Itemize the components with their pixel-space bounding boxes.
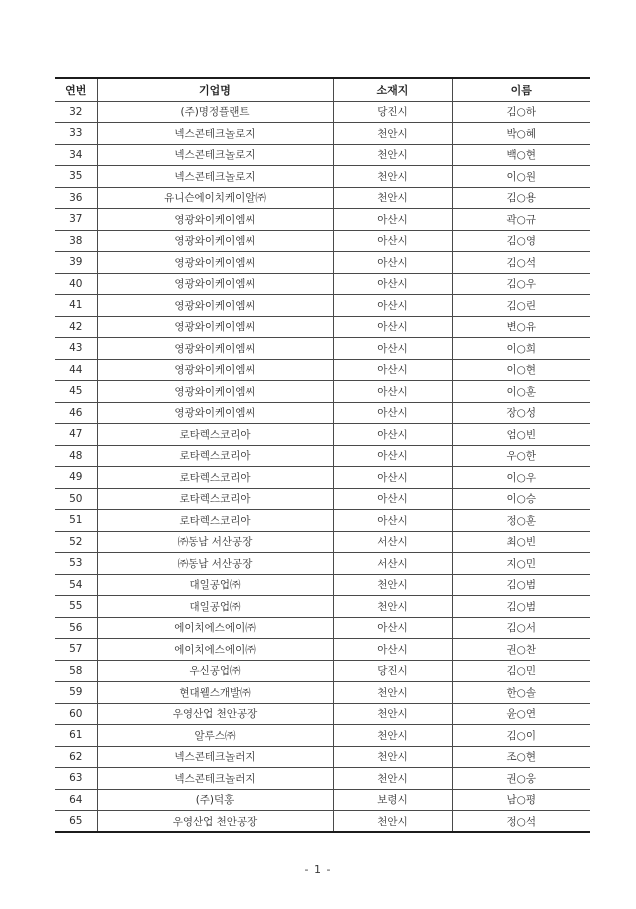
cell-company: 영광와이케이엠씨 [97, 359, 333, 381]
cell-name: 김○린 [452, 295, 590, 317]
cell-serial: 64 [55, 789, 97, 811]
cell-location: 서산시 [333, 553, 452, 575]
table-row [55, 166, 590, 188]
cell-serial: 48 [55, 445, 97, 467]
cell-serial: 42 [55, 316, 97, 338]
table-row [55, 295, 590, 317]
cell-location: 아산시 [333, 488, 452, 510]
cell-company: 에이치에스에이㈜ [97, 639, 333, 661]
table-row [55, 144, 590, 166]
cell-company: 유니슨에이치케이알㈜ [97, 187, 333, 209]
table-row [55, 338, 590, 360]
cell-company: 영광와이케이엠씨 [97, 295, 333, 317]
cell-company: 넥스콘테크놀로지 [97, 144, 333, 166]
cell-location: 천안시 [333, 811, 452, 833]
cell-company: ㈜동남 서산공장 [97, 531, 333, 553]
cell-serial: 47 [55, 424, 97, 446]
cell-company: 로타렉스코리아 [97, 488, 333, 510]
cell-location: 아산시 [333, 467, 452, 489]
table-row [55, 402, 590, 424]
table-row [55, 209, 590, 231]
cell-location: 아산시 [333, 381, 452, 403]
cell-location: 아산시 [333, 209, 452, 231]
cell-name: 지○민 [452, 553, 590, 575]
cell-serial: 51 [55, 510, 97, 532]
cell-serial: 43 [55, 338, 97, 360]
table-row [55, 682, 590, 704]
table-row [55, 617, 590, 639]
cell-name: 김○석 [452, 252, 590, 274]
cell-location: 천안시 [333, 574, 452, 596]
cell-name: 남○평 [452, 789, 590, 811]
table-row [55, 359, 590, 381]
table-row [55, 187, 590, 209]
cell-serial: 62 [55, 746, 97, 768]
table-row [55, 553, 590, 575]
cell-serial: 53 [55, 553, 97, 575]
cell-location: 아산시 [333, 252, 452, 274]
table-row [55, 639, 590, 661]
cell-location: 아산시 [333, 230, 452, 252]
cell-name: 이○희 [452, 338, 590, 360]
cell-name: 이○원 [452, 166, 590, 188]
cell-name: 김○용 [452, 187, 590, 209]
table-row [55, 574, 590, 596]
column-header-name: 이름 [452, 78, 590, 101]
cell-serial: 35 [55, 166, 97, 188]
table-header-row [55, 78, 590, 101]
table-row [55, 273, 590, 295]
cell-serial: 41 [55, 295, 97, 317]
cell-name: 권○찬 [452, 639, 590, 661]
cell-name: 정○훈 [452, 510, 590, 532]
table-row [55, 230, 590, 252]
cell-name: 곽○규 [452, 209, 590, 231]
column-header-company: 기업명 [97, 78, 333, 101]
cell-location: 아산시 [333, 338, 452, 360]
cell-serial: 60 [55, 703, 97, 725]
cell-location: 아산시 [333, 445, 452, 467]
cell-location: 아산시 [333, 295, 452, 317]
cell-name: 변○유 [452, 316, 590, 338]
cell-name: 김○우 [452, 273, 590, 295]
cell-name: 김○민 [452, 660, 590, 682]
cell-company: 우신공업㈜ [97, 660, 333, 682]
table-row [55, 488, 590, 510]
cell-serial: 38 [55, 230, 97, 252]
cell-name: 김○하 [452, 101, 590, 123]
table-row [55, 768, 590, 790]
table-row [55, 123, 590, 145]
table-row [55, 424, 590, 446]
cell-name: 우○한 [452, 445, 590, 467]
cell-location: 아산시 [333, 617, 452, 639]
cell-company: 영광와이케이엠씨 [97, 316, 333, 338]
cell-company: 영광와이케이엠씨 [97, 381, 333, 403]
table-row [55, 381, 590, 403]
cell-location: 천안시 [333, 746, 452, 768]
table-row [55, 510, 590, 532]
cell-serial: 58 [55, 660, 97, 682]
company-roster-table [55, 77, 590, 833]
cell-company: 대일공업㈜ [97, 574, 333, 596]
cell-name: 김○영 [452, 230, 590, 252]
cell-name: 권○웅 [452, 768, 590, 790]
cell-company: 영광와이케이엠씨 [97, 338, 333, 360]
cell-location: 아산시 [333, 639, 452, 661]
table-row [55, 467, 590, 489]
cell-name: 김○범 [452, 574, 590, 596]
cell-location: 아산시 [333, 273, 452, 295]
cell-company: 넥스콘테크놀러지 [97, 746, 333, 768]
cell-name: 장○성 [452, 402, 590, 424]
cell-location: 천안시 [333, 596, 452, 618]
cell-company: 우영산업 천안공장 [97, 811, 333, 833]
cell-serial: 56 [55, 617, 97, 639]
table-row [55, 789, 590, 811]
column-header-location: 소재지 [333, 78, 452, 101]
table-row [55, 252, 590, 274]
page-number: - 1 - [304, 863, 332, 876]
cell-name: 이○훈 [452, 381, 590, 403]
cell-location: 천안시 [333, 703, 452, 725]
cell-location: 서산시 [333, 531, 452, 553]
cell-serial: 46 [55, 402, 97, 424]
cell-company: (주)덕홍 [97, 789, 333, 811]
cell-company: 영광와이케이엠씨 [97, 230, 333, 252]
column-header-serial: 연번 [55, 78, 97, 101]
cell-location: 아산시 [333, 402, 452, 424]
cell-location: 당진시 [333, 101, 452, 123]
cell-company: 우영산업 천안공장 [97, 703, 333, 725]
cell-name: 엄○빈 [452, 424, 590, 446]
table-row [55, 101, 590, 123]
cell-location: 천안시 [333, 725, 452, 747]
cell-location: 아산시 [333, 359, 452, 381]
cell-name: 정○석 [452, 811, 590, 833]
cell-serial: 37 [55, 209, 97, 231]
cell-location: 보령시 [333, 789, 452, 811]
cell-name: 이○우 [452, 467, 590, 489]
cell-location: 천안시 [333, 166, 452, 188]
cell-serial: 33 [55, 123, 97, 145]
cell-serial: 44 [55, 359, 97, 381]
cell-company: 대일공업㈜ [97, 596, 333, 618]
table-row [55, 316, 590, 338]
cell-location: 천안시 [333, 187, 452, 209]
cell-location: 천안시 [333, 682, 452, 704]
cell-name: 백○현 [452, 144, 590, 166]
cell-serial: 55 [55, 596, 97, 618]
cell-name: 김○범 [452, 596, 590, 618]
cell-name: 한○솔 [452, 682, 590, 704]
cell-company: 로타렉스코리아 [97, 467, 333, 489]
cell-company: 현대웰스개발㈜ [97, 682, 333, 704]
table-row [55, 811, 590, 833]
cell-company: 영광와이케이엠씨 [97, 252, 333, 274]
cell-company: 알루스㈜ [97, 725, 333, 747]
cell-serial: 34 [55, 144, 97, 166]
cell-company: 에이치에스에이㈜ [97, 617, 333, 639]
cell-company: 로타렉스코리아 [97, 424, 333, 446]
cell-company: 넥스콘테크놀로지 [97, 166, 333, 188]
cell-serial: 50 [55, 488, 97, 510]
table-row [55, 660, 590, 682]
cell-location: 천안시 [333, 768, 452, 790]
cell-company: 영광와이케이엠씨 [97, 402, 333, 424]
cell-serial: 54 [55, 574, 97, 596]
cell-serial: 61 [55, 725, 97, 747]
cell-serial: 40 [55, 273, 97, 295]
cell-location: 천안시 [333, 144, 452, 166]
cell-name: 박○혜 [452, 123, 590, 145]
cell-company: 영광와이케이엠씨 [97, 273, 333, 295]
cell-serial: 45 [55, 381, 97, 403]
cell-company: 넥스콘테크놀로지 [97, 123, 333, 145]
cell-company: ㈜동남 서산공장 [97, 553, 333, 575]
cell-serial: 52 [55, 531, 97, 553]
table-row [55, 703, 590, 725]
table-row [55, 531, 590, 553]
cell-serial: 57 [55, 639, 97, 661]
cell-serial: 49 [55, 467, 97, 489]
cell-serial: 36 [55, 187, 97, 209]
cell-name: 조○현 [452, 746, 590, 768]
cell-location: 아산시 [333, 424, 452, 446]
table-row [55, 596, 590, 618]
cell-company: 로타렉스코리아 [97, 445, 333, 467]
cell-location: 천안시 [333, 123, 452, 145]
cell-serial: 63 [55, 768, 97, 790]
cell-serial: 65 [69, 815, 83, 827]
table-row [55, 725, 590, 747]
cell-name: 김○이 [452, 725, 590, 747]
cell-location: 당진시 [333, 660, 452, 682]
cell-name: 이○승 [452, 488, 590, 510]
cell-serial: 59 [55, 682, 97, 704]
cell-location: 아산시 [333, 510, 452, 532]
cell-name: 윤○연 [452, 703, 590, 725]
cell-company: (주)명정플랜트 [97, 101, 333, 123]
cell-serial: 39 [55, 252, 97, 274]
cell-company: 영광와이케이엠씨 [97, 209, 333, 231]
table-body [55, 101, 590, 832]
table-row [55, 445, 590, 467]
table-row [55, 746, 590, 768]
cell-company: 넥스콘테크놀러지 [97, 768, 333, 790]
cell-name: 최○빈 [452, 531, 590, 553]
cell-serial: 32 [55, 101, 97, 123]
cell-location: 아산시 [333, 316, 452, 338]
cell-company: 로타렉스코리아 [97, 510, 333, 532]
cell-name: 이○현 [452, 359, 590, 381]
cell-name: 김○서 [452, 617, 590, 639]
